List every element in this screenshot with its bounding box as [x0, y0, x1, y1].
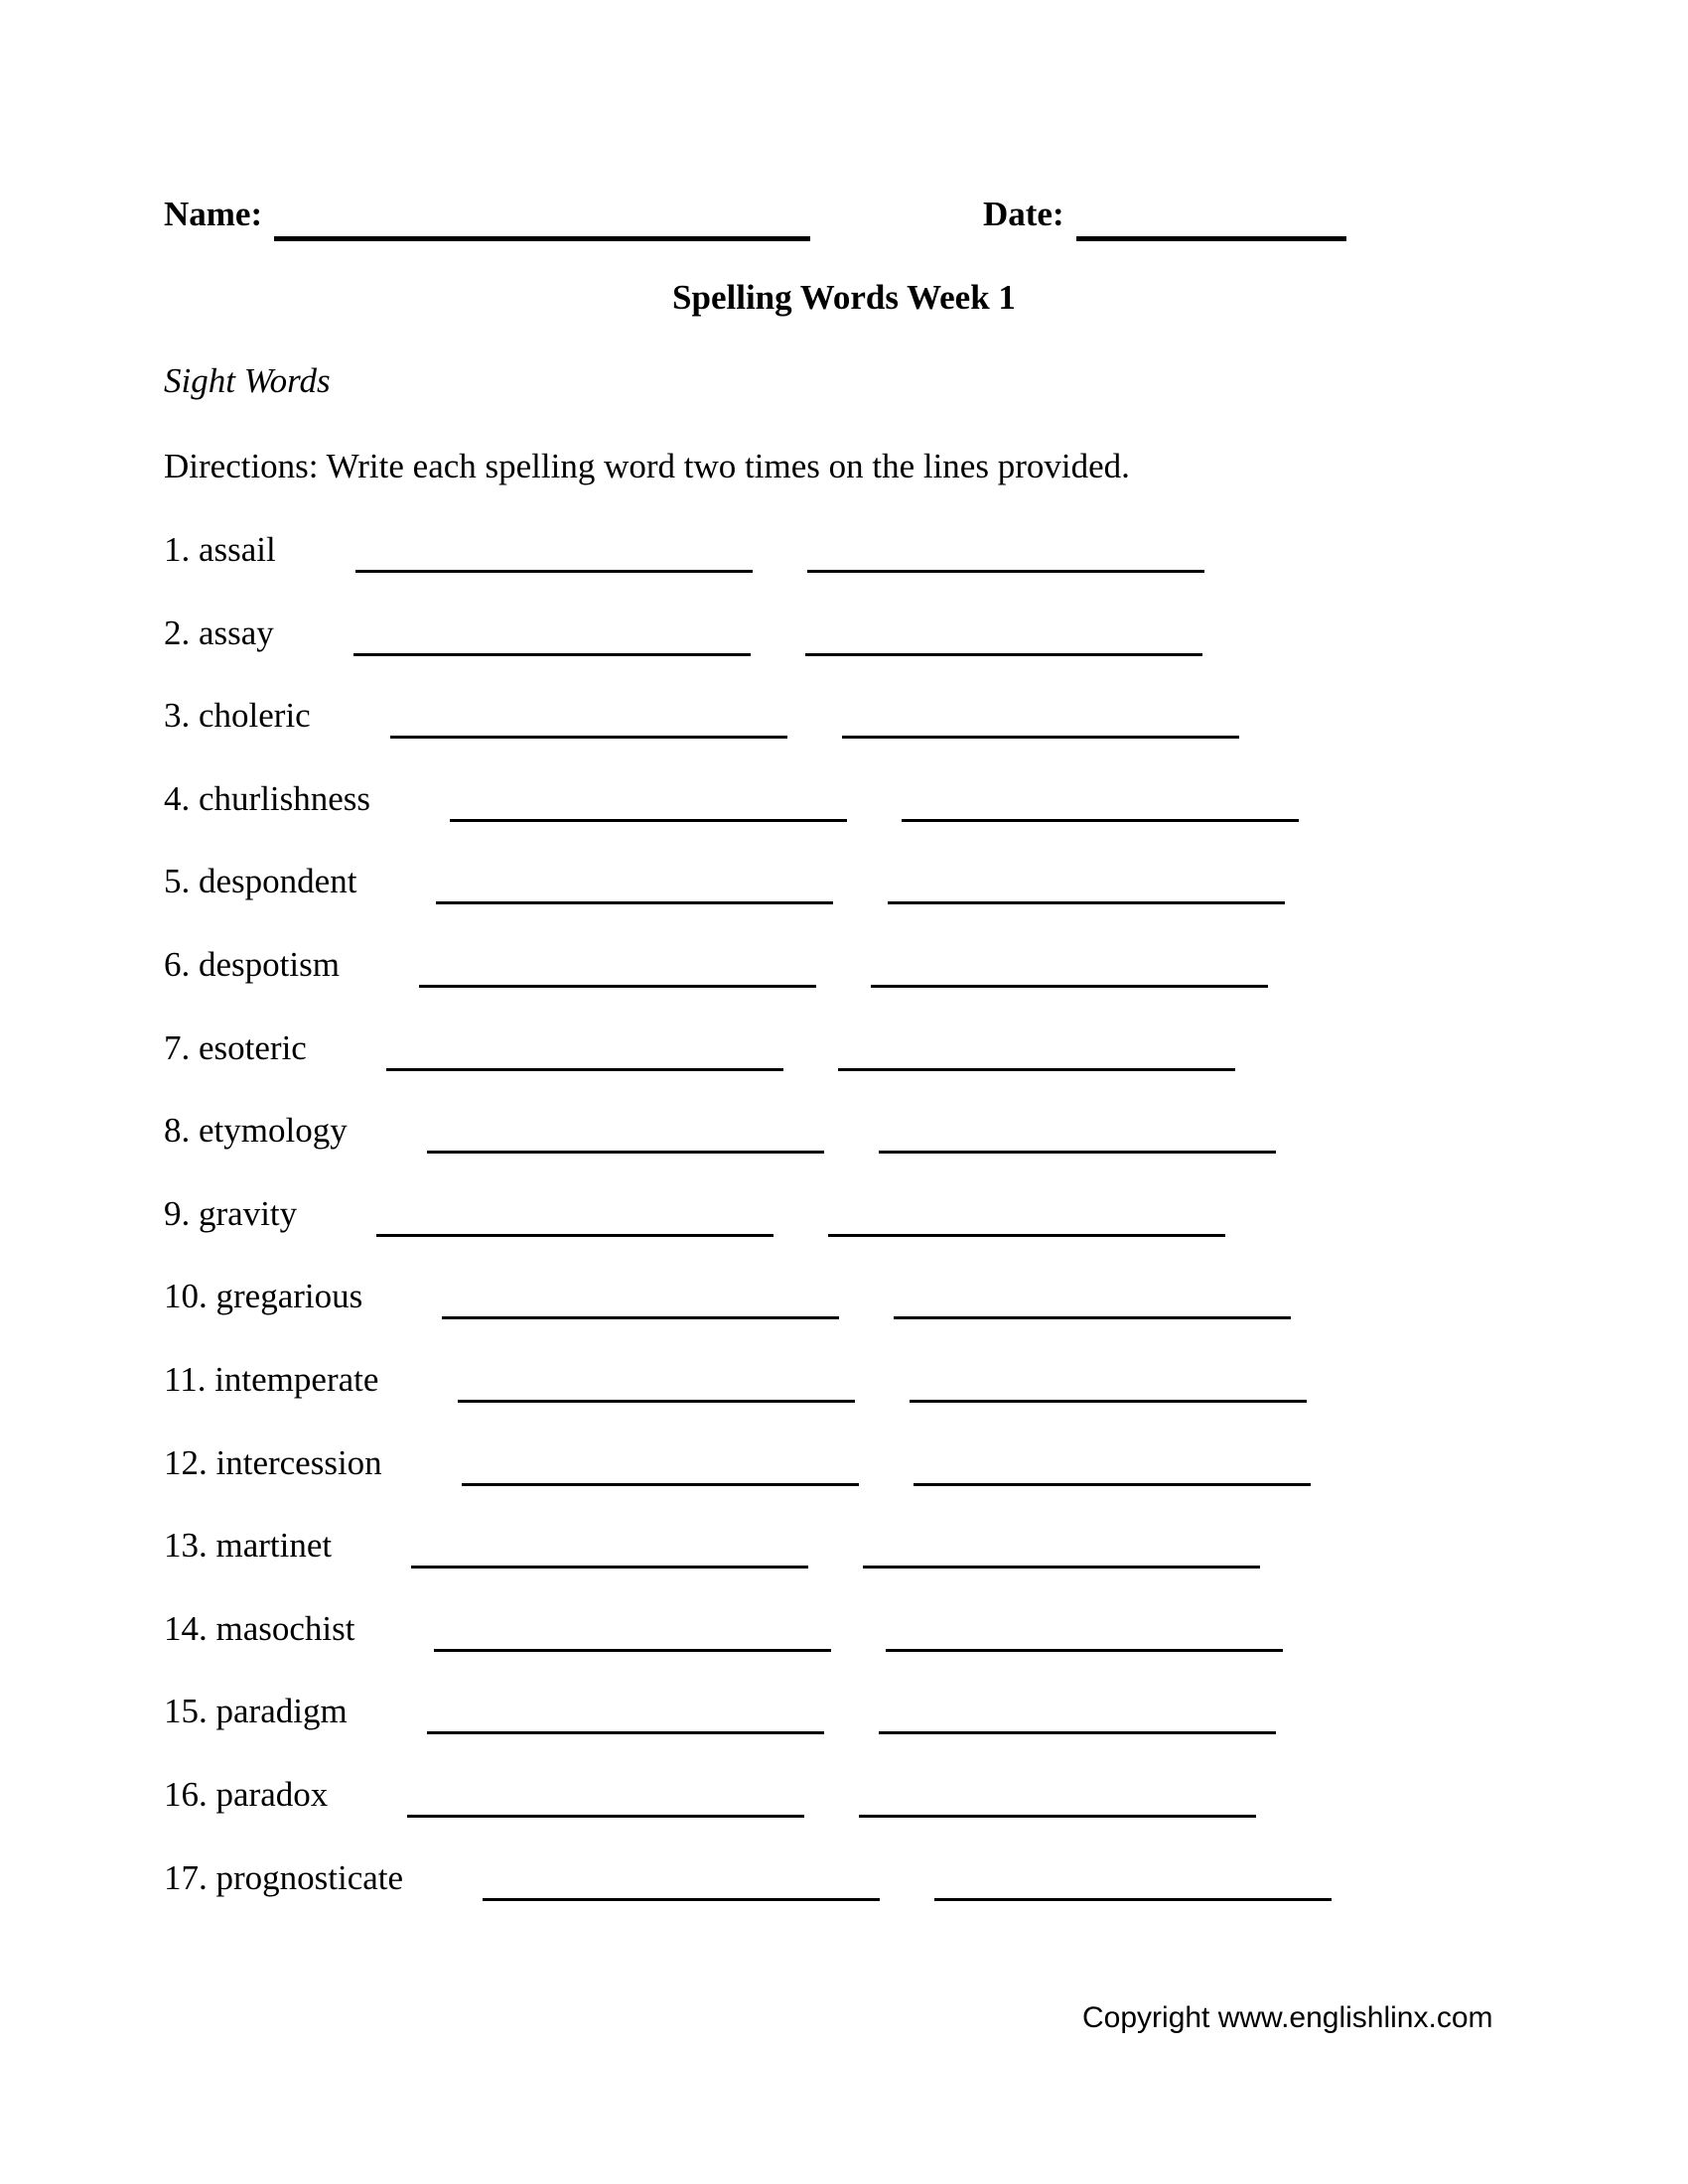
write-blank-line-1: [376, 1234, 774, 1237]
write-blank-line-2: [886, 1649, 1283, 1652]
write-blank-line-2: [871, 985, 1268, 988]
write-blank-line-1: [390, 736, 787, 739]
word-row: [164, 1172, 1609, 1256]
write-blank-line-1: [427, 1151, 824, 1154]
word-label: 7. esoteric: [164, 1027, 307, 1067]
word-label: 2. assay: [164, 613, 274, 652]
word-row: [164, 1587, 1609, 1671]
word-list: [164, 508, 1609, 1919]
write-blank-line-2: [894, 1316, 1291, 1319]
write-blank-line-1: [483, 1898, 880, 1901]
name-blank-line: [274, 236, 810, 241]
header: [0, 195, 1688, 254]
word-row: [164, 674, 1609, 757]
write-blank-line-2: [842, 736, 1239, 739]
write-blank-line-2: [879, 1151, 1276, 1154]
write-blank-line-2: [805, 653, 1202, 656]
write-blank-line-2: [914, 1483, 1311, 1486]
write-blank-line-2: [879, 1731, 1276, 1734]
word-row: [164, 1338, 1609, 1422]
word-label: 8. etymology: [164, 1111, 348, 1151]
copyright-text: Copyright www.englishlinx.com: [1082, 2001, 1493, 2034]
word-row: [164, 1007, 1609, 1090]
word-row: [164, 508, 1609, 592]
write-blank-line-1: [411, 1566, 808, 1569]
write-blank-line-1: [419, 985, 816, 988]
write-blank-line-2: [888, 901, 1285, 904]
write-blank-line-1: [427, 1731, 824, 1734]
word-row: [164, 1255, 1609, 1338]
word-label: 11. intemperate: [164, 1359, 379, 1399]
write-blank-line-2: [863, 1566, 1260, 1569]
word-label: 4. churlishness: [164, 778, 371, 818]
word-label: 17. prognosticate: [164, 1857, 404, 1897]
word-row: [164, 1422, 1609, 1505]
write-blank-line-2: [807, 570, 1204, 573]
date-field: [983, 195, 1346, 234]
section-subtitle: Sight Words: [164, 361, 331, 400]
write-blank-line-2: [838, 1068, 1235, 1071]
write-blank-line-2: [828, 1234, 1225, 1237]
write-blank-line-1: [458, 1400, 855, 1403]
word-row: [164, 757, 1609, 841]
word-label: 13. martinet: [164, 1526, 333, 1566]
word-label: 15. paradigm: [164, 1692, 348, 1731]
write-blank-line-1: [450, 819, 847, 822]
word-row: [164, 1089, 1609, 1172]
word-label: 10. gregarious: [164, 1277, 363, 1316]
word-label: 16. paradox: [164, 1774, 329, 1814]
write-blank-line-2: [910, 1400, 1307, 1403]
word-row: [164, 1837, 1609, 1920]
name-field: [164, 195, 810, 234]
word-row: [164, 592, 1609, 675]
write-blank-line-1: [442, 1316, 839, 1319]
word-label: 14. masochist: [164, 1608, 355, 1648]
date-blank-line: [1076, 236, 1346, 241]
write-blank-line-1: [386, 1068, 783, 1071]
word-label: 12. intercession: [164, 1442, 382, 1482]
word-row: [164, 1753, 1609, 1837]
write-blank-line-1: [436, 901, 833, 904]
write-blank-line-1: [434, 1649, 831, 1652]
write-blank-line-1: [355, 570, 753, 573]
directions-text: Directions: Write each spelling word two times on the lines provided.: [164, 447, 1130, 485]
word-label: 1. assail: [164, 530, 276, 569]
word-row: [164, 840, 1609, 923]
word-label: 6. despotism: [164, 944, 340, 984]
word-label: 3. choleric: [164, 696, 311, 736]
word-row: [164, 1504, 1609, 1587]
write-blank-line-1: [353, 653, 751, 656]
word-label: 9. gravity: [164, 1193, 298, 1233]
write-blank-line-1: [462, 1483, 859, 1486]
write-blank-line-2: [934, 1898, 1332, 1901]
word-row: [164, 1670, 1609, 1753]
write-blank-line-1: [407, 1815, 804, 1818]
write-blank-line-2: [859, 1815, 1256, 1818]
page-title: Spelling Words Week 1: [672, 278, 1016, 317]
word-label: 5. despondent: [164, 862, 357, 901]
name-label: Name:: [164, 195, 263, 233]
write-blank-line-2: [902, 819, 1299, 822]
word-row: [164, 923, 1609, 1007]
date-label: Date:: [983, 195, 1064, 233]
